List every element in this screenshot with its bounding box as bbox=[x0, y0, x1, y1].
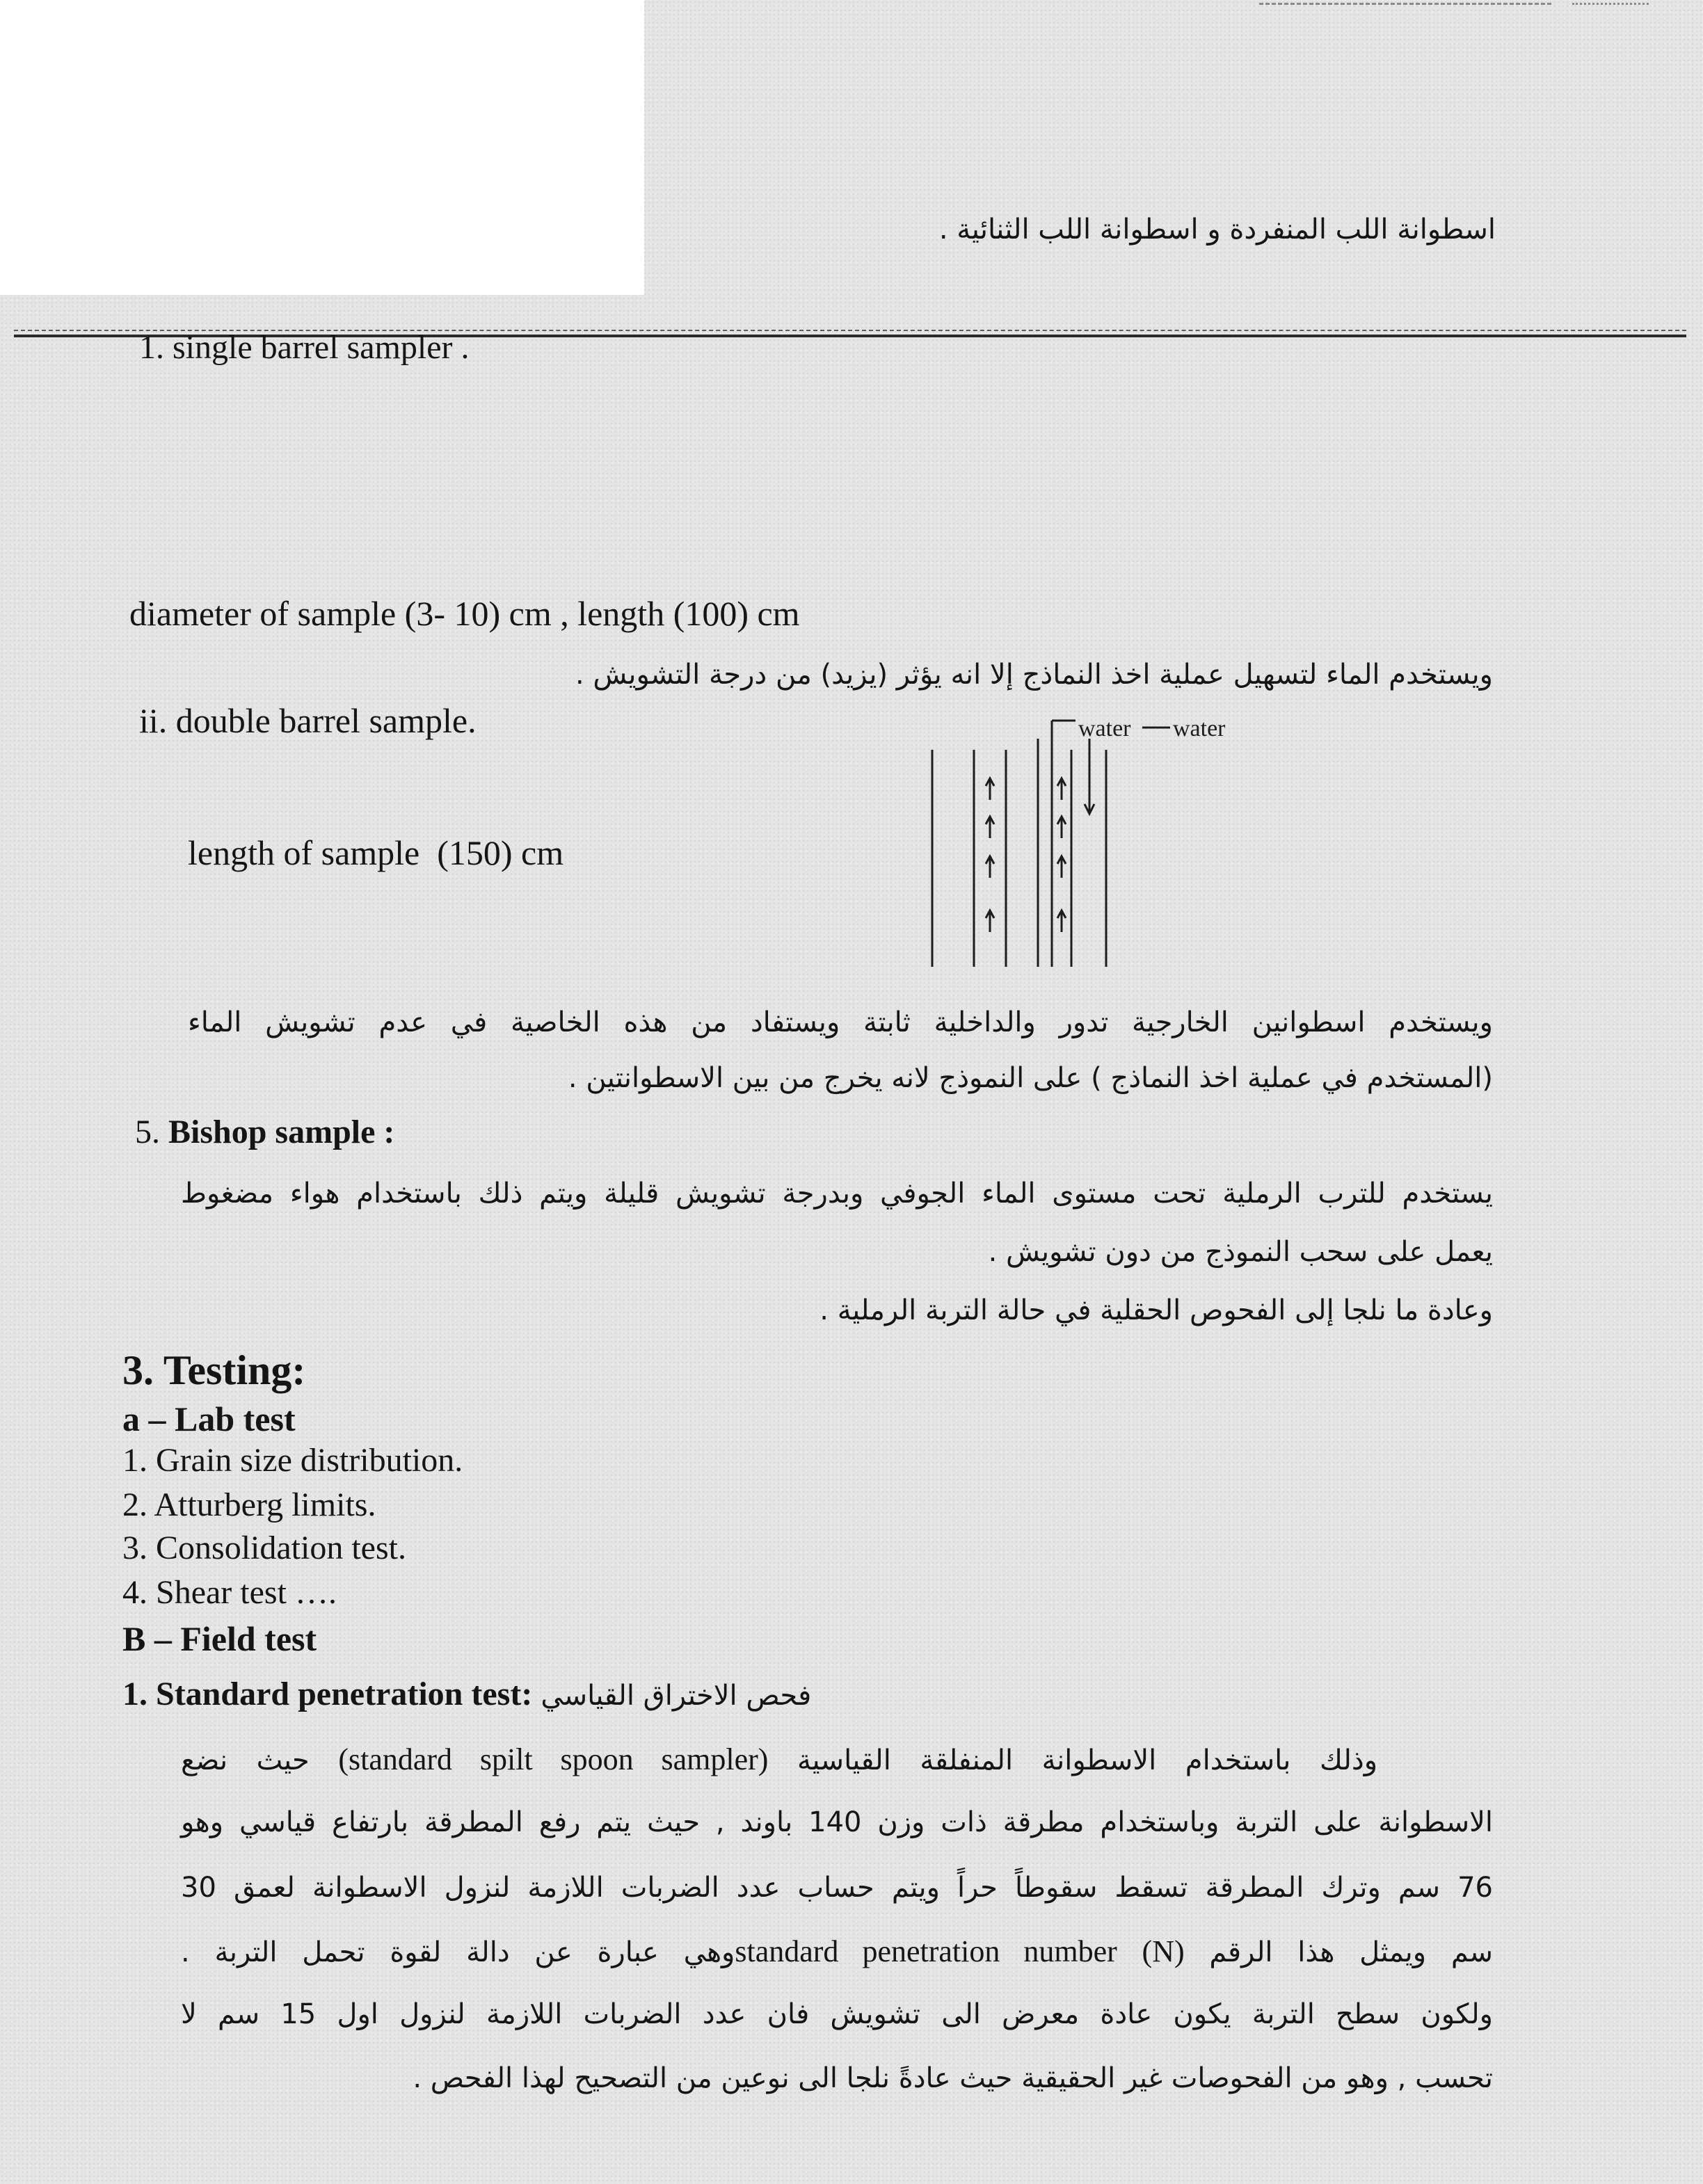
double-barrel-diagram bbox=[918, 709, 1252, 974]
bishop-para-line-3: وعادة ما نلجا إلى الفحوص الحقلية في حالة التربة الرملية . bbox=[819, 1294, 1493, 1326]
double-barrel-length: length of sample (150) cm bbox=[188, 833, 564, 872]
spt-title: 1. Standard penetration test: bbox=[122, 1676, 533, 1712]
spt-line-1-arabic-a: وذلك باستخدام الاسطوانة المنفلقة القياسية bbox=[797, 1744, 1378, 1776]
spt-para-line-3: 76 سم وترك المطرقة تسقط سقوطاً حراً ويتم حساب عدد الضربات اللازمة لنزول الاسطوانة لعمق 30 bbox=[181, 1872, 1493, 1904]
lab-test-heading: a – Lab test bbox=[122, 1399, 296, 1438]
water-label-1: water bbox=[1078, 716, 1131, 741]
double-barrel-para-line-2: (المستخدم في عملية اخذ النماذج ) على النموذج لانه يخرج من بين الاسطوانتين . bbox=[568, 1062, 1493, 1094]
spt-line-4-english-term: standard penetration number bbox=[735, 1934, 1117, 1968]
single-barrel-title: 1. single barrel sampler . bbox=[139, 329, 470, 366]
spt-heading bbox=[122, 1673, 811, 1715]
bishop-para-line-2: يعمل على سحب النموذج من دون تشويش . bbox=[988, 1236, 1493, 1268]
single-barrel-note: ويستخدم الماء لتسهيل عملية اخذ النماذج إلا انه يؤثر (يزيد) من درجة التشويش . bbox=[575, 659, 1493, 691]
lab-test-item: 4. Shear test …. bbox=[122, 1574, 337, 1611]
testing-heading: 3. Testing: bbox=[122, 1347, 306, 1393]
header-arabic-line: اسطوانة اللب المنفردة و اسطوانة اللب الثنائية . bbox=[938, 214, 1496, 246]
bishop-title: Bishop sample : bbox=[168, 1114, 395, 1150]
spt-line-4-arabic-a: سم ويمثل هذا الرقم bbox=[1209, 1936, 1493, 1968]
spt-para-line-6: تحسب , وهو من الفحوصات غير الحقيقية حيث عادةً نلجا الى نوعين من التصحيح لهذا الفحص . bbox=[413, 2062, 1493, 2094]
scan-edge-mark bbox=[1259, 3, 1551, 5]
water-label-2: water bbox=[1173, 716, 1226, 741]
lab-test-item: 3. Consolidation test. bbox=[122, 1529, 406, 1566]
spt-para-line-1 bbox=[181, 1739, 1377, 1781]
bishop-para-line-1: يستخدم للترب الرملية تحت مستوى الماء الجوفي وبدرجة تشويش قليلة ويتم ذلك باستخدام هواء مضغوط bbox=[181, 1178, 1493, 1210]
spt-para-line-4 bbox=[181, 1931, 1493, 1973]
bishop-number: 5. bbox=[135, 1114, 160, 1150]
spt-para-line-2: الاسطوانة على التربة وباستخدام مطرقة ذات وزن 140 باوند , حيث يتم رفع المطرقة بارتفاع قياسي وهو bbox=[181, 1806, 1494, 1838]
double-barrel-title: ii. double barrel sample. bbox=[139, 701, 477, 740]
spt-line-4-arabic-b: وهي عبارة عن دالة لقوة تحمل التربة . bbox=[181, 1936, 735, 1968]
spt-line-1-arabic-b: حيث نضع bbox=[181, 1744, 310, 1776]
spt-title-arabic: فحص الاختراق القياسي bbox=[541, 1680, 812, 1712]
blank-white-area bbox=[0, 0, 644, 295]
double-barrel-para-line-1: ويستخدم اسطوانين الخارجية تدور والداخلية ثابتة ويستفاد من هذه الخاصية في عدم تشويش الماء bbox=[188, 1006, 1493, 1038]
lab-test-item: 2. Atturberg limits. bbox=[122, 1486, 376, 1523]
single-barrel-dimensions: diameter of sample (3- 10) cm , length (100) cm bbox=[129, 594, 800, 633]
bishop-sample-heading bbox=[135, 1111, 394, 1153]
spt-line-1-english: (standard spilt spoon sampler) bbox=[338, 1742, 769, 1776]
spt-para-line-5: ولكون سطح التربة يكون عادة معرض الى تشويش فان عدد الضربات اللازمة لنزول اول 15 سم لا bbox=[181, 1998, 1493, 2030]
field-test-heading: B – Field test bbox=[122, 1619, 317, 1658]
spt-line-4-n-symbol: (N) bbox=[1142, 1934, 1185, 1968]
lab-test-item: 1. Grain size distribution. bbox=[122, 1442, 463, 1479]
scan-edge-mark-2 bbox=[1572, 3, 1649, 5]
